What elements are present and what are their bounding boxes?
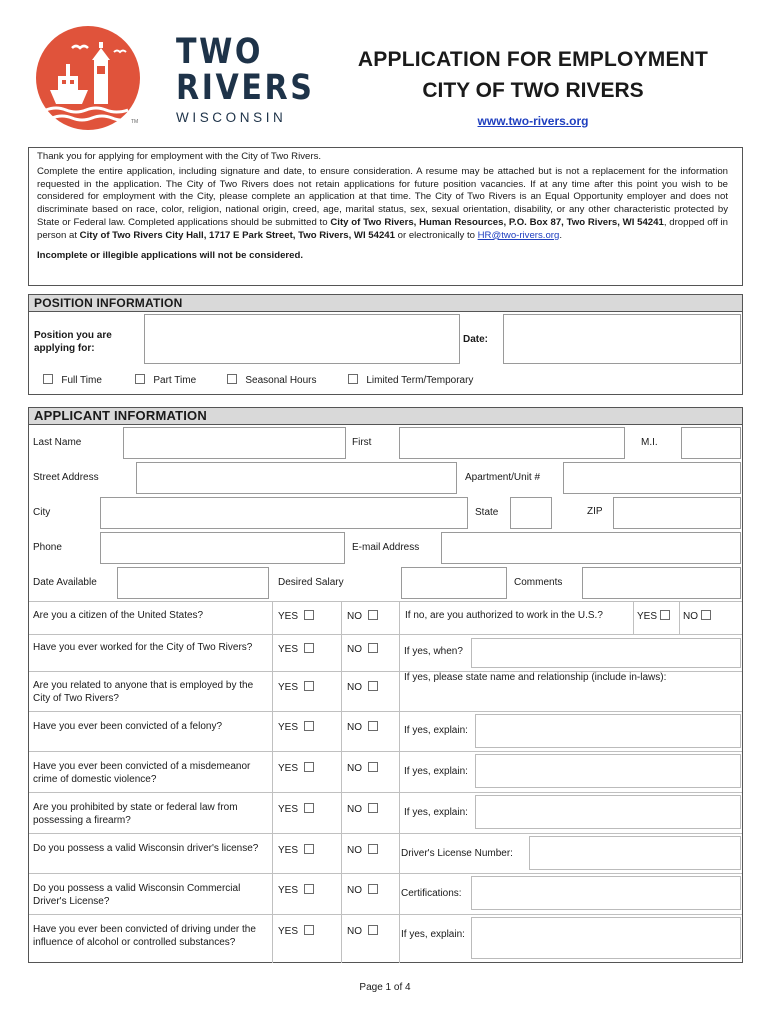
city-input[interactable] (100, 497, 468, 529)
first-name-input[interactable] (399, 427, 625, 459)
phone-input[interactable] (100, 532, 345, 564)
applicant-section (28, 407, 743, 963)
owi-no[interactable] (347, 925, 378, 937)
option-part-time[interactable] (135, 374, 196, 386)
state-label: State (475, 507, 499, 518)
option-label: Part Time (153, 375, 197, 386)
worked-when-input[interactable] (471, 638, 741, 668)
no-label: NO (347, 845, 362, 856)
logo-word-rivers: RIVERS (176, 68, 315, 108)
certifications-input[interactable] (471, 876, 741, 910)
option-label: Limited Term/Temporary (366, 375, 474, 386)
document-title: APPLICATION FOR EMPLOYMENT (357, 48, 709, 71)
checkbox[interactable] (304, 762, 314, 772)
position-input[interactable] (144, 314, 460, 364)
felony-yes[interactable] (278, 721, 314, 733)
checkbox[interactable] (701, 610, 711, 620)
option-label: Seasonal Hours (245, 375, 317, 386)
intro-box (28, 147, 743, 286)
felony-explain-label: If yes, explain: (404, 725, 468, 736)
yes-label: YES (278, 763, 299, 774)
intro-city-hall: City of Two Rivers City Hall, 1717 E Park Street, Two Rivers, WI 54241 (79, 229, 395, 241)
firearm-explain-input[interactable] (475, 795, 741, 829)
citizen-yes[interactable] (278, 610, 314, 622)
checkbox[interactable] (304, 803, 314, 813)
intro-text-d: . (559, 229, 562, 241)
date-available-label: Date Available (33, 577, 97, 588)
checkbox[interactable] (368, 844, 378, 854)
yes-label: YES (637, 611, 658, 622)
firearm-explain-label: If yes, explain: (404, 807, 468, 818)
authorized-yes[interactable] (637, 610, 670, 622)
intro-text-a: Complete the entire application, including signature and date, to ensure consideration. A resume may be attached but is not a replacement for the information requested in the application. The City of Two Rivers does not retain applications for future position vacancies. If at any time after this point you wish to be considered for employment with the City, please complete an application at that time. The City of Two Rivers is an Equal Opportunity employer and does not discriminate based on race, color, religion, national origin, creed, age, marital status, sex, sexual orientation, disability, or any other characteristic protected by State or Federal law. Completed applications should be submitted to (37, 165, 728, 228)
comments-label: Comments (514, 577, 563, 588)
license-question: Do you possess a valid Wisconsin driver's license? (33, 843, 259, 854)
license-number-label: Driver's License Number: (401, 848, 513, 859)
felony-question: Have you ever been convicted of a felony? (33, 721, 223, 732)
intro-warning: Incomplete or illegible applications will not be considered. (37, 249, 304, 261)
misdemeanor-explain-input[interactable] (475, 754, 741, 788)
checkbox[interactable] (227, 374, 237, 384)
zip-input[interactable] (613, 497, 741, 529)
yes-label: YES (278, 644, 299, 655)
checkbox[interactable] (368, 884, 378, 894)
logo-word-two: TWO (176, 32, 264, 72)
mi-input[interactable] (681, 427, 741, 459)
document-title-block (323, 48, 743, 130)
city-logo-emblem (36, 26, 140, 130)
firearm-question: Are you prohibited by state or federal law from possessing a firearm? (33, 802, 238, 826)
no-label: NO (347, 682, 362, 693)
yes-label: YES (278, 926, 299, 937)
logo-word-wisconsin: WISCONSIN (176, 110, 287, 125)
certifications-label: Certifications: (401, 888, 462, 899)
no-label: NO (347, 804, 362, 815)
last-name-input[interactable] (123, 427, 346, 459)
intro-instructions (37, 166, 728, 243)
cdl-question: Do you possess a valid Wisconsin Commercial Driver's License? (33, 883, 241, 907)
misdemeanor-yes[interactable] (278, 762, 314, 774)
cdl-yes[interactable] (278, 884, 314, 896)
authorized-no[interactable] (683, 610, 711, 622)
checkbox[interactable] (368, 643, 378, 653)
checkbox[interactable] (304, 610, 314, 620)
comments-input[interactable] (582, 567, 741, 599)
firearm-no[interactable] (347, 803, 378, 815)
option-seasonal[interactable] (227, 374, 317, 386)
related-followup-label: If yes, please state name and relationship (include in-laws): (404, 672, 667, 683)
intro-thanks: Thank you for applying for employment with the City of Two Rivers. (37, 151, 322, 162)
website-link[interactable]: www.two-rivers.org (477, 114, 589, 128)
related-question: Are you related to anyone that is employed by the City of Two Rivers? (33, 680, 254, 704)
checkbox[interactable] (348, 374, 358, 384)
date-label: Date: (463, 334, 489, 345)
phone-label: Phone (33, 542, 62, 553)
email-input[interactable] (441, 532, 741, 564)
worked-no[interactable] (347, 643, 378, 655)
apt-label: Apartment/Unit # (465, 472, 541, 483)
license-yes[interactable] (278, 844, 314, 856)
last-name-label: Last Name (33, 437, 82, 448)
yes-label: YES (278, 722, 299, 733)
intro-mail-address: City of Two Rivers, Human Resources, P.O. Box 87, Two Rivers, WI 54241 (330, 216, 664, 228)
license-number-input[interactable] (529, 836, 741, 870)
hr-email-link[interactable]: HR@two-rivers.org (477, 229, 560, 241)
street-input[interactable] (136, 462, 457, 494)
related-yes[interactable] (278, 681, 314, 693)
checkbox[interactable] (304, 844, 314, 854)
checkbox[interactable] (43, 374, 53, 384)
yes-label: YES (278, 885, 299, 896)
license-no[interactable] (347, 844, 378, 856)
felony-no[interactable] (347, 721, 378, 733)
citizen-no[interactable] (347, 610, 378, 622)
checkbox[interactable] (304, 721, 314, 731)
cdl-no[interactable] (347, 884, 378, 896)
email-label: E-mail Address (352, 542, 420, 553)
owi-yes[interactable] (278, 925, 314, 937)
no-label: NO (347, 885, 362, 896)
felony-explain-input[interactable] (475, 714, 741, 748)
misdemeanor-explain-label: If yes, explain: (404, 766, 468, 777)
no-label: NO (347, 722, 362, 733)
mi-label: M.I. (641, 437, 658, 448)
firearm-yes[interactable] (278, 803, 314, 815)
no-label: NO (347, 644, 362, 655)
authorized-question: If no, are you authorized to work in the U.S.? (405, 610, 603, 621)
checkbox[interactable] (304, 643, 314, 653)
page-number: Page 1 of 4 (359, 982, 411, 993)
date-input[interactable] (503, 314, 741, 364)
yes-label: YES (278, 845, 299, 856)
intro-text-c: or electronically to (394, 229, 478, 241)
misdemeanor-no[interactable] (347, 762, 378, 774)
street-label: Street Address (33, 472, 99, 483)
desired-salary-label: Desired Salary (278, 577, 344, 588)
city-logo-wordmark (176, 32, 315, 125)
checkbox[interactable] (368, 925, 378, 935)
checkbox[interactable] (304, 884, 314, 894)
worked-yes[interactable] (278, 643, 314, 655)
no-label: NO (347, 611, 362, 622)
yes-label: YES (278, 804, 299, 815)
checkbox[interactable] (368, 610, 378, 620)
position-label: Position you are applying for: (34, 330, 112, 354)
misdemeanor-question: Have you ever been convicted of a misdemeanor crime of domestic violence? (33, 761, 251, 785)
option-full-time[interactable] (43, 374, 102, 386)
checkbox[interactable] (368, 762, 378, 772)
option-limited-term[interactable] (348, 374, 473, 386)
checkbox[interactable] (135, 374, 145, 384)
city-label: City (33, 507, 51, 518)
yes-label: YES (278, 611, 299, 622)
owi-question: Have you ever been convicted of driving under the influence of alcohol or controlled substances? (33, 924, 256, 948)
checkbox[interactable] (304, 925, 314, 935)
no-label: NO (347, 763, 362, 774)
first-name-label: First (352, 437, 372, 448)
citizen-question: Are you a citizen of the United States? (33, 610, 204, 621)
trademark-mark: TM (131, 119, 139, 125)
owi-explain-label: If yes, explain: (401, 929, 465, 940)
date-available-input[interactable] (117, 567, 269, 599)
checkbox[interactable] (368, 681, 378, 691)
apt-input[interactable] (563, 462, 741, 494)
related-no[interactable] (347, 681, 378, 693)
owi-explain-input[interactable] (471, 917, 741, 959)
zip-label: ZIP (587, 506, 603, 517)
option-label: Full Time (61, 375, 102, 386)
checkbox[interactable] (368, 721, 378, 731)
no-label: NO (683, 611, 698, 622)
worked-followup-label: If yes, when? (404, 646, 463, 657)
checkbox[interactable] (368, 803, 378, 813)
intro-text-b: , dropped off in person at (37, 216, 728, 241)
checkbox[interactable] (660, 610, 670, 620)
desired-salary-input[interactable] (401, 567, 507, 599)
worked-question: Have you ever worked for the City of Two Rivers? (33, 642, 253, 653)
yes-label: YES (278, 682, 299, 693)
checkbox[interactable] (304, 681, 314, 691)
position-section-heading: POSITION INFORMATION (29, 295, 742, 312)
applicant-section-heading: APPLICANT INFORMATION (29, 408, 742, 425)
position-section (28, 294, 743, 395)
state-input[interactable] (510, 497, 552, 529)
no-label: NO (347, 926, 362, 937)
document-subtitle: CITY OF TWO RIVERS (422, 79, 644, 102)
